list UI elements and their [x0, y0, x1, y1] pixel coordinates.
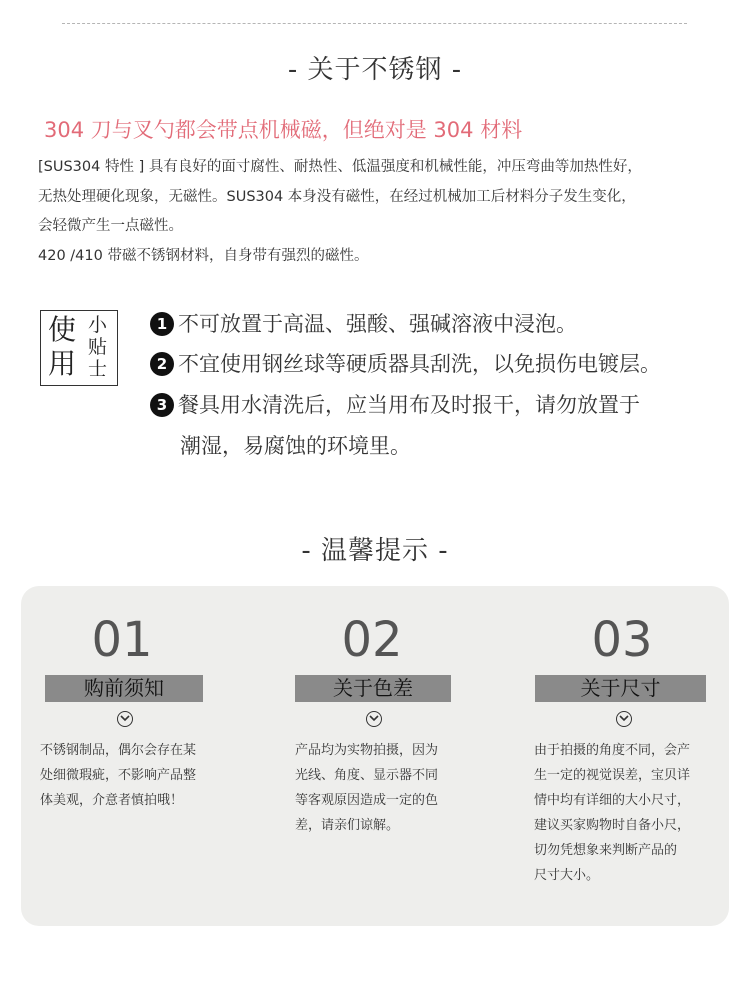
section-title-stainless: - 关于不锈钢 -: [287, 55, 463, 85]
usage-badge-big: 使用: [48, 313, 77, 380]
tip-text-3: 餐具用水清洗后，应当用布及时报干，请勿放置于: [178, 393, 640, 417]
chevron-down-circle-icon: [616, 711, 632, 727]
usage-tips-badge: [40, 310, 118, 386]
card-text-1: 不锈钢制品，偶尔会存在某 处细微瑕疵，不影响产品整 体美观，介意者慎拍哦！: [40, 743, 197, 808]
tip-text-1: 不可放置于高温、强酸、强碱溶液中浸泡。: [178, 312, 577, 336]
tip-text-2: 不宜使用钢丝球等硬质器具刮洗，以免损伤电镀层。: [178, 352, 661, 376]
chevron-down-circle-icon: [366, 711, 382, 727]
section-title-reminder: - 温馨提示 -: [301, 536, 449, 566]
usage-badge-small: 小贴士: [88, 314, 108, 380]
top-dashed-divider: [62, 23, 687, 24]
tip-item-3: [150, 389, 640, 419]
number-3-icon: 3: [150, 393, 174, 417]
paragraph-line-2: 无热处理硬化现象，无磁性。SUS304 本身没有磁性，在经过机械加工后材料分子发生变化，: [38, 189, 636, 205]
number-2-icon: 2: [150, 352, 174, 376]
highlight-note: 304 刀与叉勺都会带点机械磁，但绝对是 304 材料: [44, 118, 523, 142]
card-number-01: 01: [91, 612, 153, 668]
card-number-03: 03: [591, 612, 653, 668]
card-title-1: 购前须知: [45, 675, 203, 702]
number-1-icon: 1: [150, 312, 174, 336]
card-title-3: 关于尺寸: [535, 675, 706, 702]
paragraph-line-3: 会轻微产生一点磁性。: [38, 218, 183, 234]
chevron-down-circle-icon: [117, 711, 133, 727]
tip-item-2: [150, 348, 661, 378]
paragraph-line-1: [SUS304 特性 ] 具有良好的面寸腐性、耐热性、低温强度和机械性能，冲压弯曲等加热性好，: [38, 159, 642, 175]
card-title-2: 关于色差: [295, 675, 451, 702]
card-text-2: 产品均为实物拍摄，因为 光线、角度、显示器不同 等客观原因造成一定的色 差，请亲们谅解。: [295, 743, 439, 833]
card-text-3: 由于拍摄的角度不同，会产 生一定的视觉误差，宝贝详 情中均有详细的大小尺寸， 建议买家购物时自备小尺， 切勿凭想象来判断产品的 尺寸大小。: [534, 743, 691, 883]
tip-text-3-continued: 潮湿，易腐蚀的环境里。: [180, 434, 411, 458]
card-number-02: 02: [341, 612, 403, 668]
paragraph-line-4: 420 /410 带磁不锈钢材料，自身带有强烈的磁性。: [38, 248, 369, 264]
tip-item-1: [150, 308, 577, 338]
